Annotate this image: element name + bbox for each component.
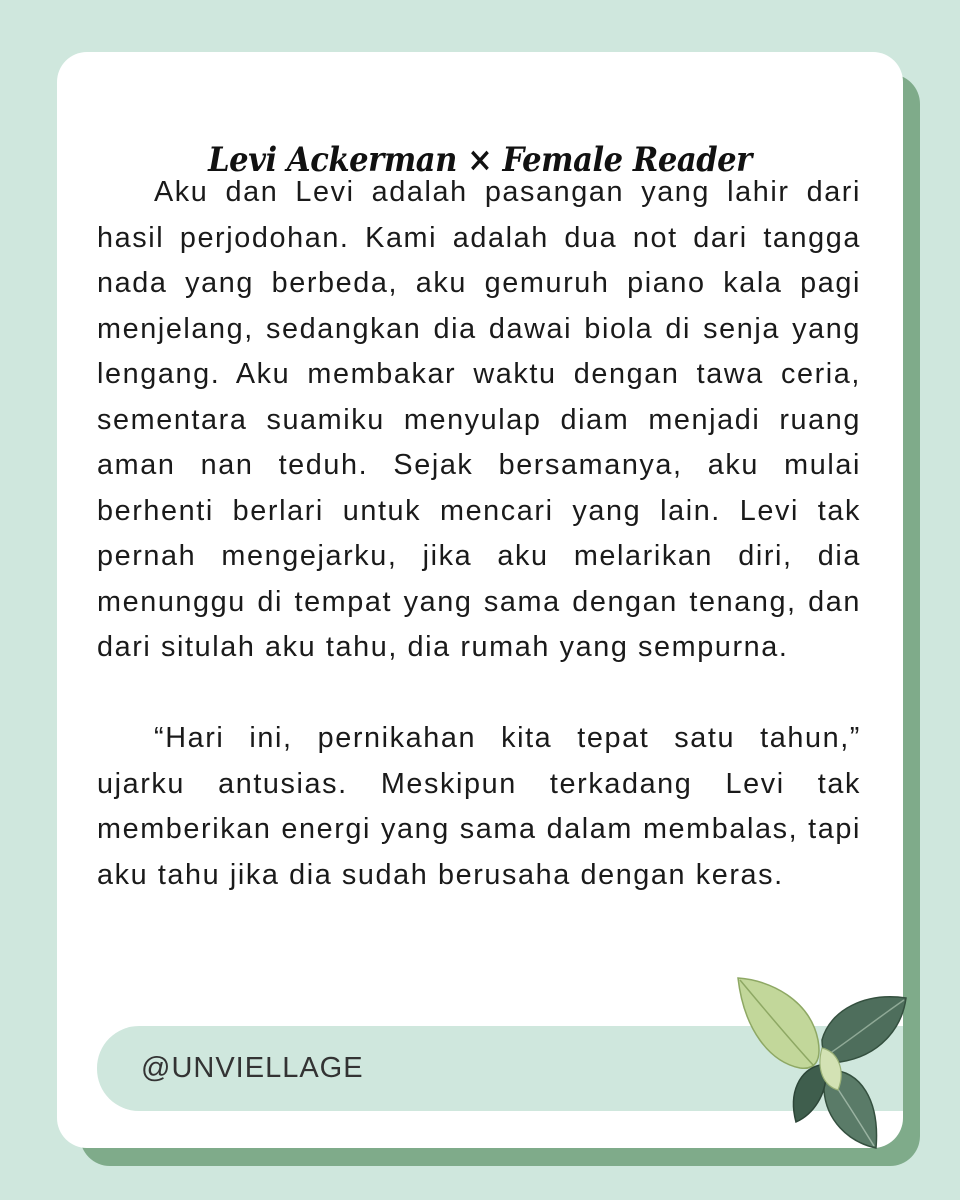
paragraph-1: Aku dan Levi adalah pasangan yang lahir dari hasil perjodohan. Kami adalah dua not dari tangga nada yang berbeda, aku gemuruh piano kala pagi menjelang, sedangkan dia dawai biola di senja yang lengang. Aku membakar waktu dengan tawa ceria, sementara suamiku menyulap diam menjadi ruang aman nan teduh. Sejak bersamanya, aku mulai berhenti berlari untuk mencari yang lain. Levi tak pernah mengejarku, jika aku melarikan diri, dia menunggu di tempat yang sama dengan tenang, dan dari situlah aku tahu, dia rumah yang sempurna.	[97, 176, 861, 663]
paragraph-2: “Hari ini, pernikahan kita tepat satu tahun,” ujarku antusias. Meskipun terkadang Levi tak memberikan energi yang sama dalam membalas, tapi aku tahu jika dia sudah berusaha dengan keras.	[97, 722, 861, 891]
story-text	[97, 170, 861, 898]
leaves-icon	[730, 970, 910, 1155]
post-title: Levi Ackerman × Female Reader	[208, 140, 752, 180]
author-handle: @UNVIELLAGE	[141, 1052, 364, 1084]
